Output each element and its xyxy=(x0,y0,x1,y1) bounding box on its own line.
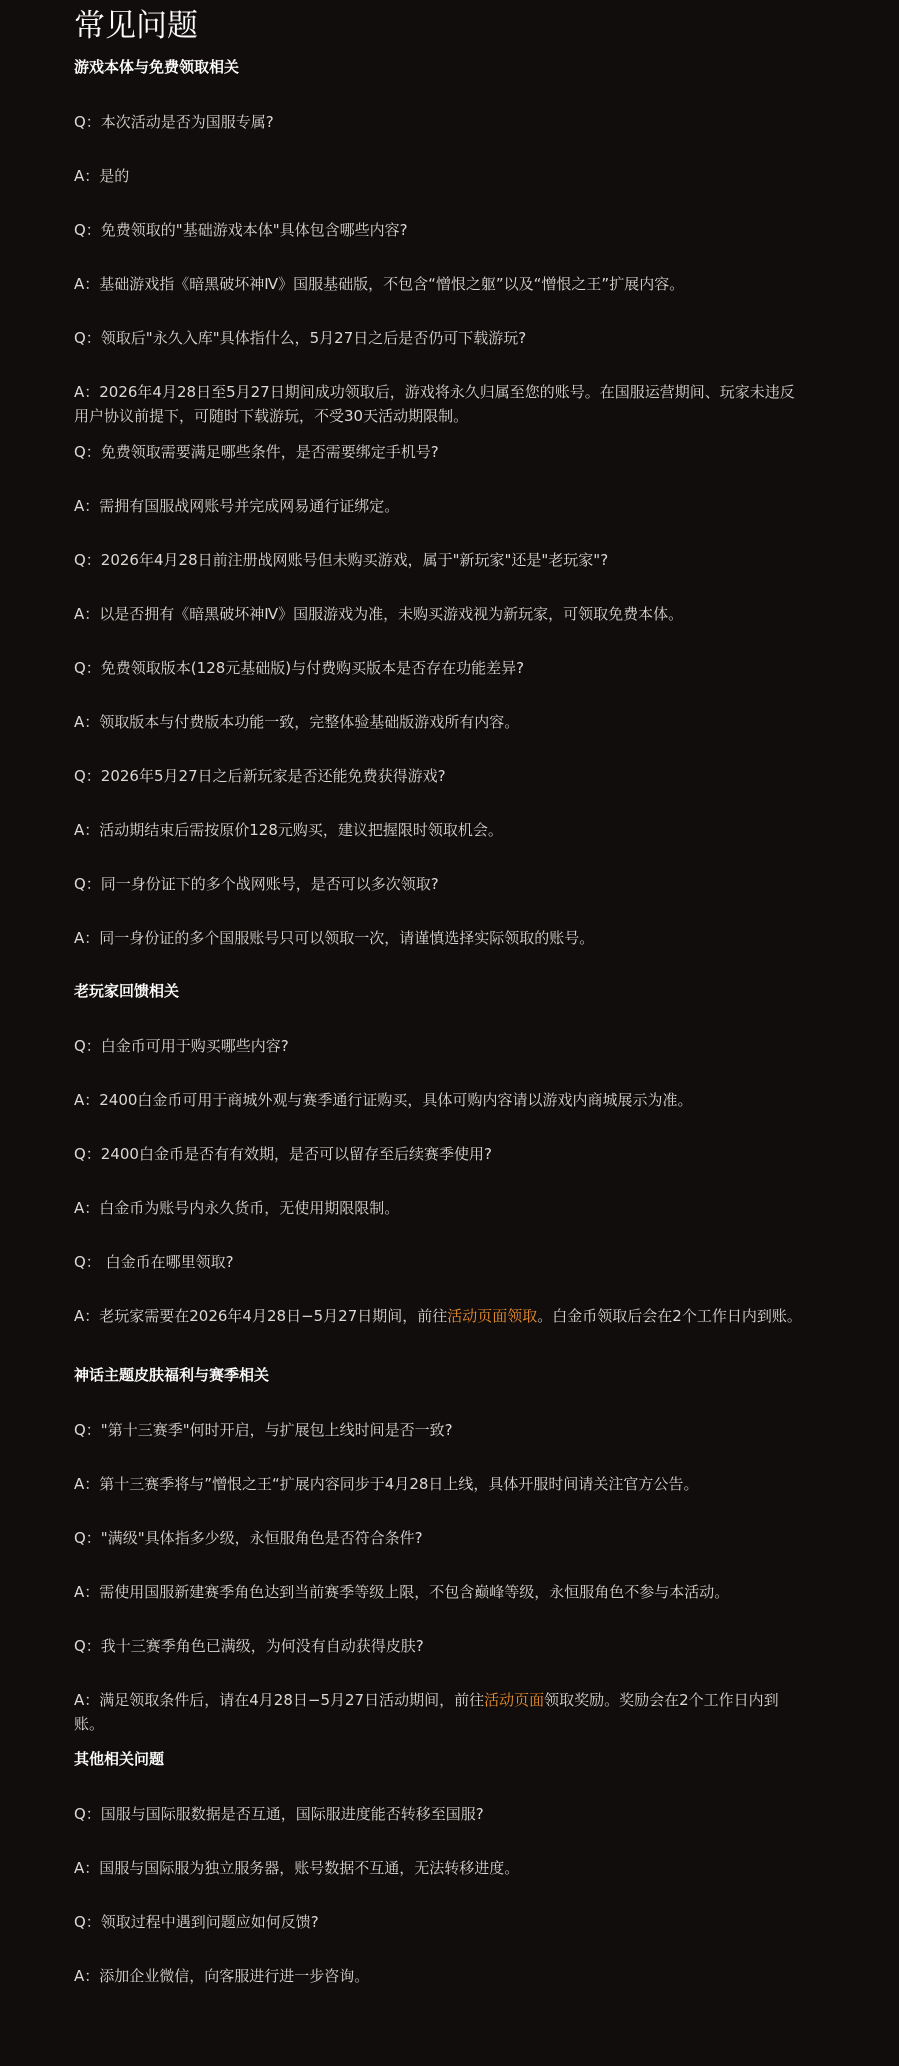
faq-answer: A：2400白金币可用于商城外观与赛季通行证购买，具体可购内容请以游戏内商城展示为准。 xyxy=(74,1091,693,1109)
faq-question: Q：白金币可用于购买哪些内容? xyxy=(74,1037,289,1055)
faq-answer: A：是的 xyxy=(74,167,130,185)
activity-page-claim-link[interactable]: 活动页面领取 xyxy=(447,1307,538,1325)
faq-question: Q：2400白金币是否有有效期，是否可以留存至后续赛季使用? xyxy=(74,1145,492,1163)
faq-question: Q： 白金币在哪里领取? xyxy=(74,1253,234,1271)
answer-text: 领取奖励。奖励会在2个工作日内到账。 xyxy=(74,1691,779,1733)
faq-answer: A：需拥有国服战网账号并完成网易通行证绑定。 xyxy=(74,497,400,515)
faq-question: Q：国服与国际服数据是否互通，国际服进度能否转移至国服? xyxy=(74,1805,484,1823)
faq-answer xyxy=(74,1688,804,1748)
faq-answer: A：以是否拥有《暗黑破坏神Ⅳ》国服游戏为准，未购买游戏视为新玩家，可领取免费本体。 xyxy=(74,605,684,623)
activity-page-link[interactable]: 活动页面 xyxy=(484,1691,545,1709)
faq-answer: A：活动期结束后需按原价128元购买，建议把握限时领取机会。 xyxy=(74,821,503,839)
section-title: 游戏本体与免费领取相关 xyxy=(74,58,240,76)
faq-question: Q：免费领取版本(128元基础版)与付费购买版本是否存在功能差异? xyxy=(74,659,525,677)
faq-question: Q：我十三赛季角色已满级，为何没有自动获得皮肤? xyxy=(74,1637,424,1655)
faq-answer: A：国服与国际服为独立服务器，账号数据不互通，无法转移进度。 xyxy=(74,1859,520,1877)
faq-question: Q："第十三赛季"何时开启，与扩展包上线时间是否一致? xyxy=(74,1421,453,1439)
faq-answer xyxy=(74,1304,804,1364)
faq-question: Q："满级"具体指多少级，永恒服角色是否符合条件? xyxy=(74,1529,423,1547)
faq-question: Q：本次活动是否为国服专属? xyxy=(74,113,274,131)
answer-text: A：满足领取条件后，请在4月28日−5月27日活动期间，前往 xyxy=(74,1691,485,1709)
faq-question: Q：免费领取的"基础游戏本体"具体包含哪些内容? xyxy=(74,221,408,239)
faq-answer: A：2026年4月28日至5月27日期间成功领取后，游戏将永久归属至您的账号。在国服运营期间、玩家未违反用户协议前提下，可随时下载游玩，不受30天活动期限制。 xyxy=(74,383,795,425)
faq-question: Q：2026年5月27日之后新玩家是否还能免费获得游戏? xyxy=(74,767,446,785)
faq-answer: A：同一身份证的多个国服账号只可以领取一次，请谨慎选择实际领取的账号。 xyxy=(74,929,595,947)
faq-answer: A：需使用国服新建赛季角色达到当前赛季等级上限，不包含巅峰等级，永恒服角色不参与本活动。 xyxy=(74,1583,730,1601)
faq-question: Q：领取后"永久入库"具体指什么，5月27日之后是否仍可下载游玩? xyxy=(74,329,527,347)
faq-question: Q：同一身份证下的多个战网账号，是否可以多次领取? xyxy=(74,875,439,893)
answer-text: A：老玩家需要在2026年4月28日−5月27日期间，前往 xyxy=(74,1307,448,1325)
faq-answer: A：添加企业微信，向客服进行进一步咨询。 xyxy=(74,1967,370,1985)
faq-answer: A：基础游戏指《暗黑破坏神Ⅳ》国服基础版，不包含“憎恨之躯”以及“憎恨之王”扩展内容。 xyxy=(74,275,685,293)
section-title: 其他相关问题 xyxy=(74,1750,165,1768)
faq-question: Q：2026年4月28日前注册战网账号但未购买游戏，属于"新玩家"还是"老玩家"? xyxy=(74,551,609,569)
faq-answer: A：领取版本与付费版本功能一致，完整体验基础版游戏所有内容。 xyxy=(74,713,520,731)
page-title: 常见问题 xyxy=(74,8,198,44)
answer-text: 。白金币领取后会在2个工作日内到账。 xyxy=(537,1307,802,1325)
section-title: 神话主题皮肤福利与赛季相关 xyxy=(74,1366,270,1384)
faq-question: Q：免费领取需要满足哪些条件，是否需要绑定手机号? xyxy=(74,443,439,461)
faq-answer: A：白金币为账号内永久货币，无使用期限限制。 xyxy=(74,1199,400,1217)
faq-answer: A：第十三赛季将与”憎恨之王“扩展内容同步于4月28日上线，具体开服时间请关注官方公告。 xyxy=(74,1475,699,1493)
section-title: 老玩家回馈相关 xyxy=(74,982,180,1000)
faq-question: Q：领取过程中遇到问题应如何反馈? xyxy=(74,1913,319,1931)
